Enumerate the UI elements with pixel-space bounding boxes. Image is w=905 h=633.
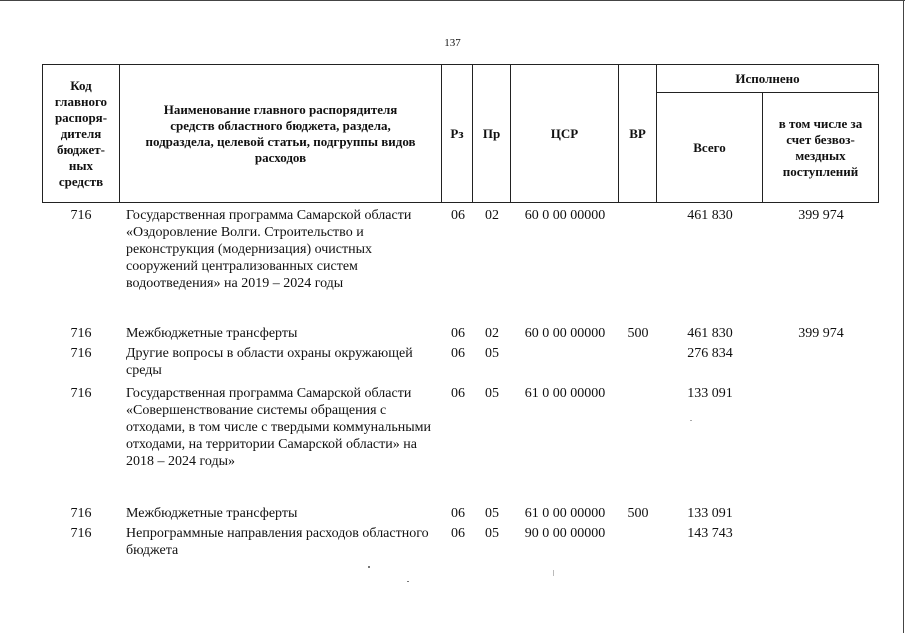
pr-cell: 02 [485, 326, 499, 341]
pr-cell: 05 [485, 506, 499, 521]
rz-cell: 06 [451, 326, 465, 341]
scan-right-edge [903, 0, 904, 633]
csr-cell: 61 0 00 00000 [524, 386, 606, 401]
code-cell: 716 [70, 326, 92, 341]
code-cell: 716 [70, 386, 92, 401]
csr-cell: 61 0 00 00000 [524, 506, 606, 521]
scan-speck [407, 581, 409, 582]
total-cell: 133 091 [687, 386, 733, 401]
rz-cell: 06 [451, 386, 465, 401]
code-cell: 716 [70, 526, 92, 541]
code-cell: 716 [70, 208, 92, 223]
scan-top-edge [0, 0, 905, 1]
csr-cell: 60 0 00 00000 [524, 326, 606, 341]
name-cell: Государственная программа Самарской области «Оздоровление Волги. Строительство и реконструкция (модернизация) очистных сооружений централизованных систем водоотведения» на 2019 – 2024 годы [126, 208, 412, 291]
grants-cell: 399 974 [798, 326, 844, 341]
grants-cell: 399 974 [798, 208, 844, 223]
header-total: Всего [693, 139, 726, 155]
total-cell: 143 743 [687, 526, 733, 541]
header-csr: ЦСР [550, 125, 579, 141]
csr-cell: 60 0 00 00000 [524, 208, 606, 223]
rz-cell: 06 [451, 208, 465, 223]
pr-cell: 05 [485, 386, 499, 401]
name-cell: Межбюджетные трансферты [126, 326, 298, 341]
scan-speck [368, 566, 370, 568]
header-code: Код главного распоря-дителя бюджет-ных средств [54, 77, 108, 189]
pr-cell: 05 [485, 346, 499, 361]
total-cell: 133 091 [687, 506, 733, 521]
name-cell: Непрограммные направления расходов областного бюджета [126, 526, 429, 558]
scan-speck [690, 420, 692, 421]
rz-cell: 06 [451, 346, 465, 361]
rz-cell: 06 [451, 526, 465, 541]
vr-cell: 500 [627, 326, 649, 341]
code-cell: 716 [70, 506, 92, 521]
total-cell: 461 830 [687, 326, 733, 341]
name-cell: Межбюджетные трансферты [126, 506, 298, 521]
table-header [42, 64, 879, 203]
code-cell: 716 [70, 346, 92, 361]
pr-cell: 02 [485, 208, 499, 223]
rz-cell: 06 [451, 506, 465, 521]
pr-cell: 05 [485, 526, 499, 541]
header-grants: в том числе за счет безвоз-мездных поступлений [778, 115, 863, 179]
name-cell: Государственная программа Самарской области «Совершенствование системы обращения с отходами, в том числе с твердыми коммунальными отходами, на территории Самарской области» на 2018 – 2024 годы» [126, 386, 432, 469]
page-number: 137 [444, 37, 461, 49]
header-pr: Пр [482, 125, 501, 141]
csr-cell: 90 0 00 00000 [524, 526, 606, 541]
vr-cell: 500 [627, 506, 649, 521]
name-cell: Другие вопросы в области охраны окружающей среды [126, 346, 413, 378]
header-executed: Исполнено [735, 70, 800, 86]
header-vr: ВР [629, 125, 646, 141]
total-cell: 461 830 [687, 208, 733, 223]
total-cell: 276 834 [687, 346, 733, 361]
scan-speck [553, 570, 554, 576]
header-name: Наименование главного распорядителя средств областного бюджета, раздела, подраздела, целевой статьи, подгруппы видов расходов [145, 101, 416, 165]
header-rz: Рз [450, 125, 464, 141]
